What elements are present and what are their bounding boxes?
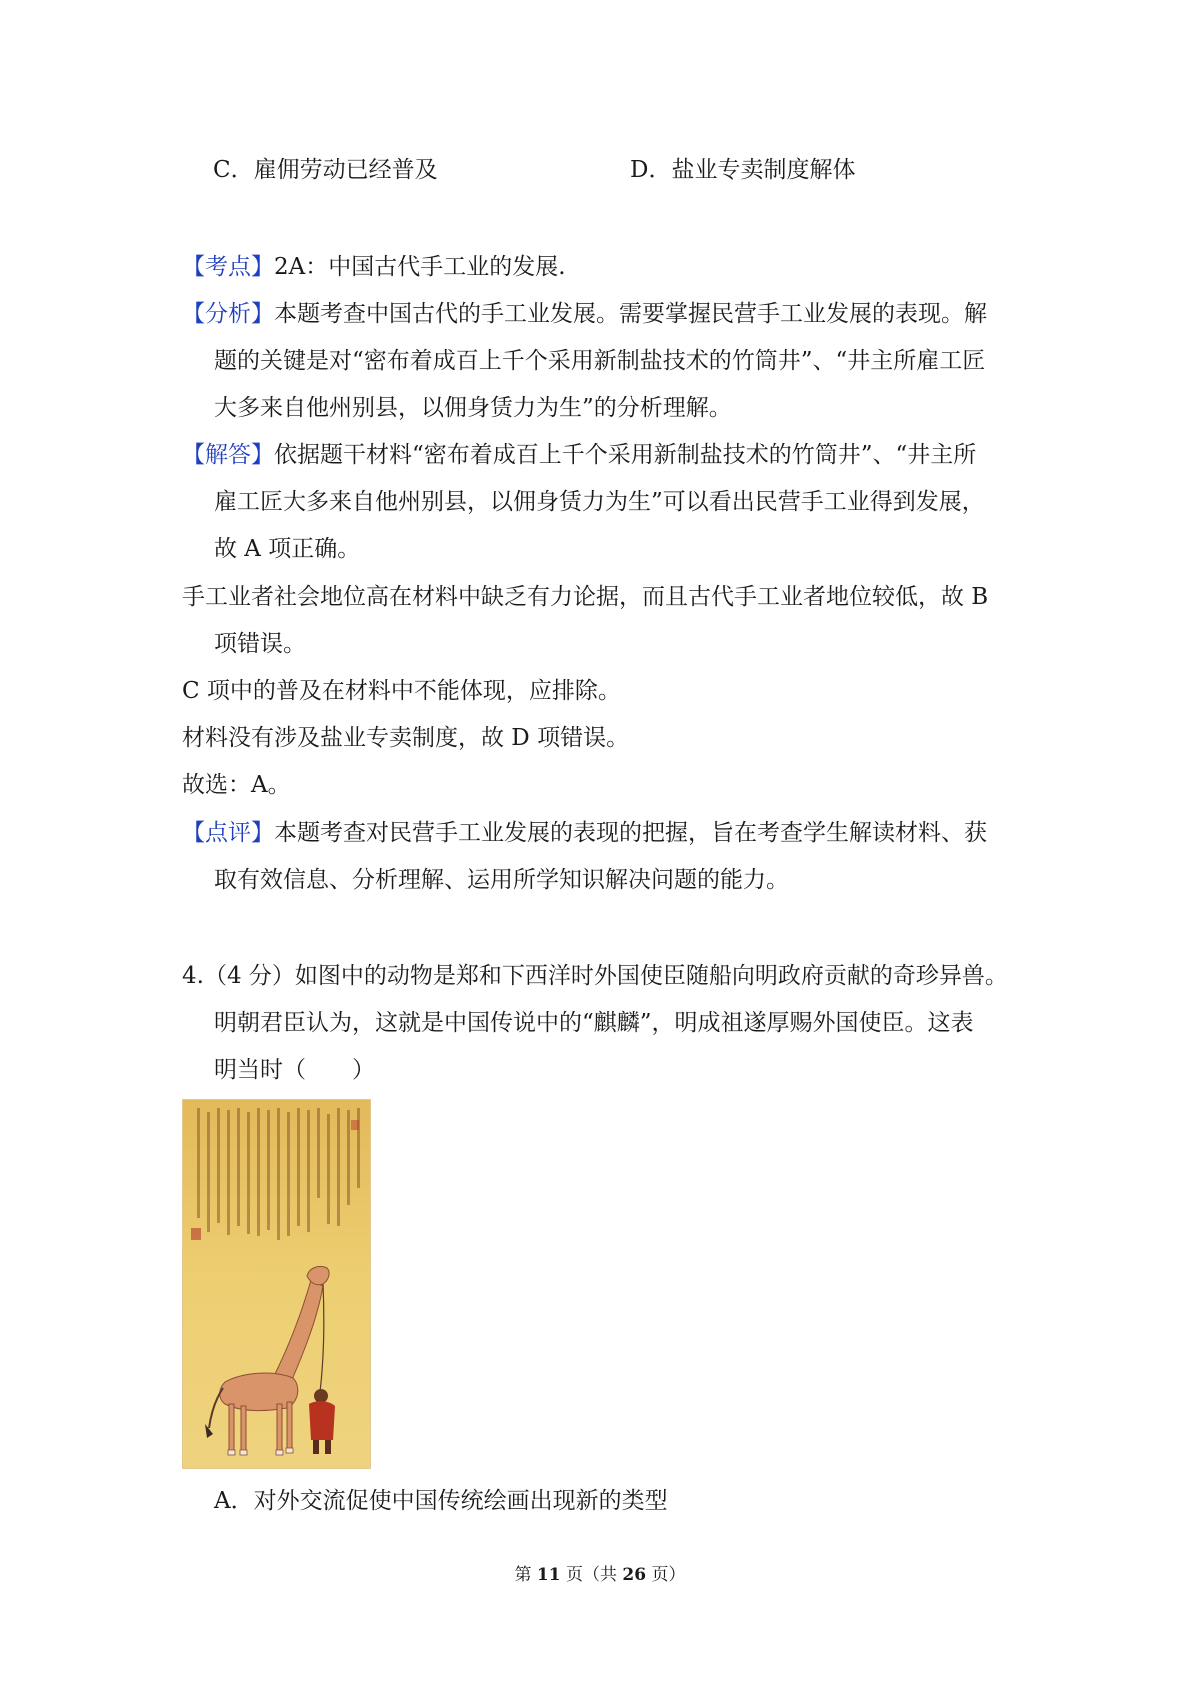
question4-line-3: 明当时（ ） (214, 1057, 375, 1083)
kaodian-line (182, 252, 566, 282)
body-line-b2: 项错误。 (214, 631, 306, 657)
page-footer (0, 1563, 1200, 1587)
option-d: D．盐业专卖制度解体 (630, 157, 856, 183)
fenxi-tag: 【分析】 (182, 301, 274, 327)
body-line-b1: 手工业者社会地位高在材料中缺乏有力论据，而且古代手工业者地位较低，故 B (182, 584, 989, 610)
kaodian-tag: 【考点】 (182, 254, 274, 280)
fenxi-line-2: 题的关键是对“密布着成百上千个采用新制盐技术的竹筒井”、“井主所雇工匠 (214, 348, 986, 374)
body-line-d: 材料没有涉及盐业专卖制度，故 D 项错误。 (182, 725, 630, 751)
dianping-line-1 (182, 818, 987, 848)
question4-line-2: 明朝君臣认为，这就是中国传说中的“麒麟”，明成祖遂厚赐外国使臣。这表 (214, 1010, 974, 1036)
footer-page-number: 11 (536, 1565, 561, 1585)
dianping-tag: 【点评】 (182, 820, 274, 846)
option-c: C．雇佣劳动已经普及 (213, 157, 438, 183)
dianping-line-2: 取有效信息、分析理解、运用所学知识解决问题的能力。 (214, 867, 789, 893)
footer-total-pages: 26 (622, 1565, 647, 1585)
fenxi-line-3: 大多来自他州别县，以佣身赁力为生”的分析理解。 (214, 395, 732, 421)
qilin-painting-image (182, 1099, 371, 1469)
fenxi-text-1: 本题考查中国古代的手工业发展。需要掌握民营手工业发展的表现。解 (274, 301, 987, 327)
dianping-text-1: 本题考查对民营手工业发展的表现的把握，旨在考查学生解读材料、获 (274, 820, 987, 846)
jieda-line-1 (182, 440, 976, 470)
footer-mid: 页（共 (560, 1565, 623, 1585)
answer-line: 故选：A。 (182, 772, 291, 798)
jieda-line-3: 故 A 项正确。 (214, 536, 361, 562)
footer-pre: 第 (514, 1565, 537, 1585)
kaodian-text: 2A：中国古代手工业的发展. (274, 254, 566, 280)
jieda-text-1: 依据题干材料“密布着成百上千个采用新制盐技术的竹筒井”、“井主所 (274, 442, 977, 468)
question4-line-1: 4.（4 分）如图中的动物是郑和下西洋时外国使臣随船向明政府贡献的奇珍异兽。 (182, 963, 1008, 989)
jieda-tag: 【解答】 (182, 442, 274, 468)
question4-option-a: A．对外交流促使中国传统绘画出现新的类型 (214, 1488, 668, 1514)
fenxi-line-1 (182, 299, 987, 329)
jieda-line-2: 雇工匠大多来自他州别县，以佣身赁力为生”可以看出民营手工业得到发展， (214, 489, 985, 515)
footer-post: 页） (646, 1565, 686, 1585)
body-line-c: C 项中的普及在材料中不能体现，应排除。 (182, 678, 621, 704)
